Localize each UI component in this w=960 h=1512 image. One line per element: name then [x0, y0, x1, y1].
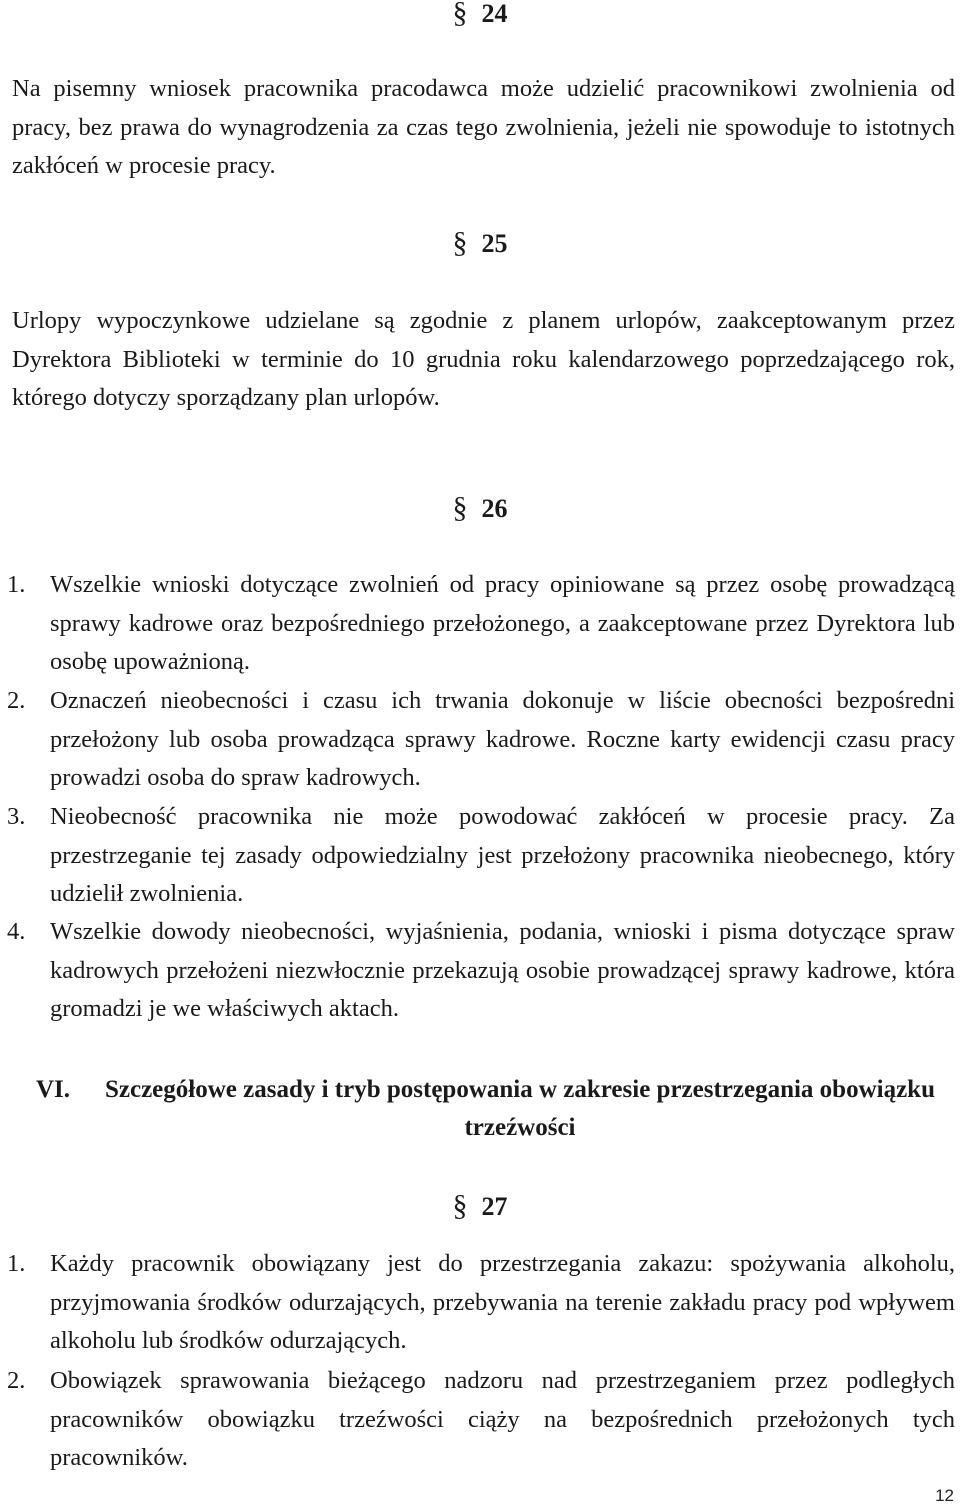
item-number: 1.	[7, 1250, 26, 1277]
item-number: 4.	[7, 918, 26, 945]
section-number: 27	[481, 1192, 508, 1221]
item-number: 2.	[7, 1367, 26, 1394]
item-text: Każdy pracownik obowiązany jest do przestrzegania zakazu: spożywania alkoholu, przyjmowania środków odurzających, przebywania na terenie zakładu pracy pod wpływem alkoholu lub środków odurzających.	[50, 1250, 955, 1355]
item-text: Nieobecność pracownika nie może powodować zakłóceń w procesie pracy. Za przestrzeganie tej zasady odpowiedzialny jest przełożony pracownika nieobecnego, który udzielił zwolnienia.	[50, 803, 955, 908]
paragraph-25: Urlopy wypoczynkowe udzielane są zgodnie z planem urlopów, zaakceptowanym przez Dyrektora Biblioteki w terminie do 10 grudnia roku kalendarzowego poprzedzającego rok, którego dotyczy sporządzany plan urlopów.	[12, 307, 955, 412]
section-heading-27	[0, 1191, 960, 1222]
page-number: 12	[935, 1486, 954, 1505]
chapter-title: Szczegółowe zasady i tryb postępowania w zakresie przestrzegania obowiązku trzeźwości	[104, 1076, 935, 1141]
item-number: 2.	[7, 687, 26, 714]
item-text: Wszelkie dowody nieobecności, wyjaśnienia, podania, wnioski i pisma dotyczące spraw kadrowych przełożeni niezwłocznie przekazują osobie prowadzącej sprawy kadrowe, która gromadzi je we właściwych aktach.	[50, 918, 955, 1023]
item-number: 3.	[7, 803, 26, 830]
chapter-number: VI.	[36, 1076, 71, 1103]
item-number: 1.	[7, 571, 26, 598]
item-text: Wszelkie wnioski dotyczące zwolnień od pracy opiniowane są przez osobę prowadzącą sprawy kadrowe oraz bezpośredniego przełożonego, a zaakceptowane przez Dyrektora lub osobę upoważnioną.	[50, 571, 955, 676]
section-symbol: §	[452, 1189, 468, 1222]
paragraph-24: Na pisemny wniosek pracownika pracodawca może udzielić pracownikowi zwolnienia od pracy, bez prawa do wynagrodzenia za czas tego zwolnienia, jeżeli nie spowoduje to istotnych zakłóceń w procesie pracy.	[12, 75, 955, 180]
section-number: 26	[481, 494, 508, 523]
item-text: Oznaczeń nieobecności i czasu ich trwania dokonuje w liście obecności bezpośredni przełożony lub osoba prowadząca sprawy kadrowe. Roczne karty ewidencji czasu pracy prowadzi osoba do spraw kadrowych.	[50, 687, 955, 792]
section-number: 24	[481, 0, 508, 28]
item-text: Obowiązek sprawowania bieżącego nadzoru nad przestrzeganiem przez podległych pracowników obowiązku trzeźwości ciąży na bezpośrednich przełożonych tych pracowników.	[50, 1367, 955, 1472]
section-heading-26	[0, 493, 960, 524]
section-symbol: §	[452, 226, 468, 259]
section-symbol: §	[452, 0, 468, 29]
section-heading-24	[0, 0, 960, 29]
section-number: 25	[481, 229, 508, 258]
section-heading-25	[0, 228, 960, 259]
section-symbol: §	[452, 491, 468, 524]
